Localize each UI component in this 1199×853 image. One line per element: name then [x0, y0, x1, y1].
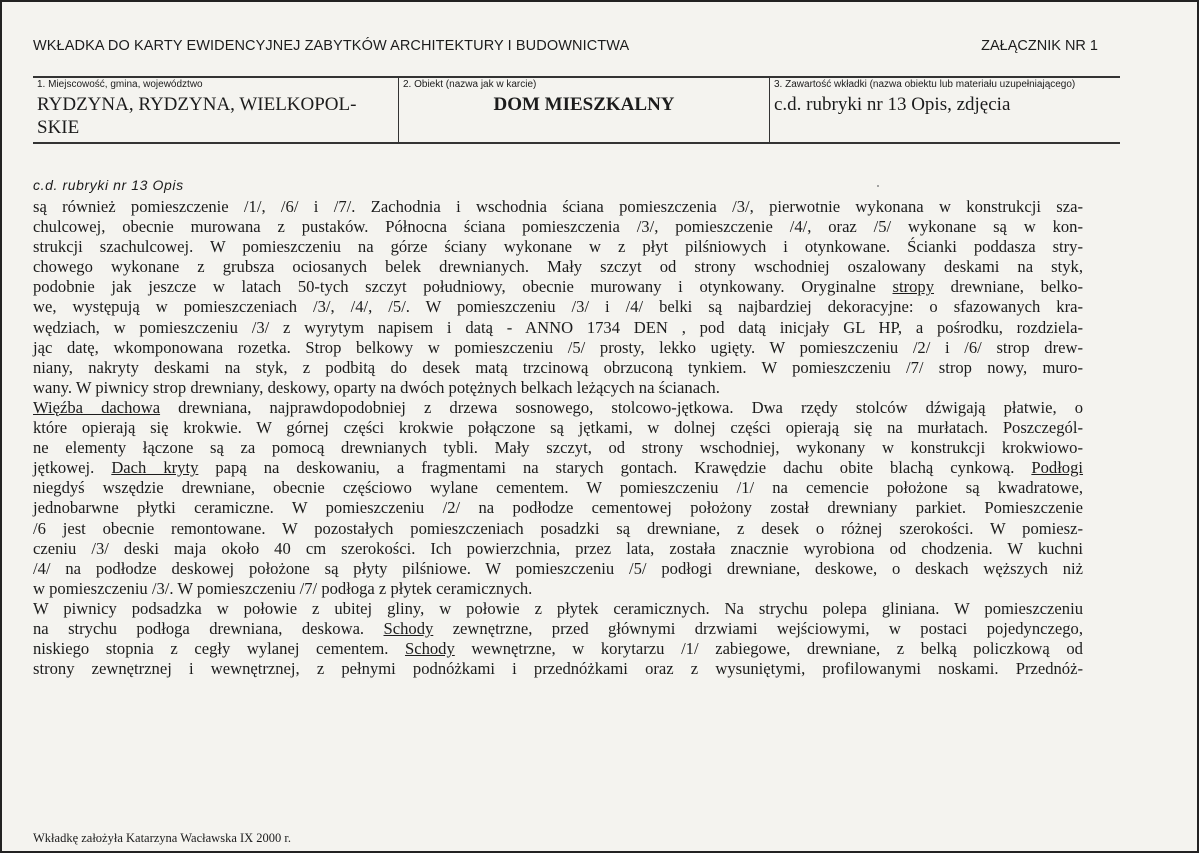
field-location-value [37, 93, 377, 139]
text-line: W piwnicy podsadzka w połowie z ubitej gliny, w połowie z płytek ceramicznych. Na strychu polepa gliniana. W pomieszczeniu [33, 598, 1083, 618]
text-line: we, występują w pomieszczeniach /3/, /4/, /5/. W pomieszczeniu /3/ i /4/ belki są najbardziej dekoracyjne: o sfazowanych kra- [33, 297, 1083, 317]
annex-label: ZAŁĄCZNIK NR 1 [981, 38, 1098, 54]
scan-speck [877, 185, 879, 187]
text-line: chowego wykonane z grubsza ociosanych belek drewnianych. Mały szczyt od strony wschodniej oszalowany deskami na styk, [33, 257, 1083, 277]
text-line: chulcowej, obecnie murowana z pustaków. Północna ściana pomieszczenia /3/, pomieszczenie /4/, oraz /5/ wykonane są w kon- [33, 217, 1083, 237]
field-contents [770, 78, 1120, 142]
field-contents-caption: 3. Zawartość wkładki (nazwa obiektu lub materiału uzupełniającego) [774, 79, 1076, 90]
field-location-caption: 1. Miejscowość, gmina, województwo [37, 79, 203, 90]
text-line: w pomieszczeniu /3/. W pomieszczeniu /7/ podłoga z płytek ceramicznych. [33, 578, 533, 598]
text-line: /6 jest obecnie remontowane. W pozostałych pomieszczeniach posadzki są drewniane, z desek o różnej szerokości. W pomiesz- [33, 518, 1083, 538]
page-border-left [0, 0, 2, 853]
header-fields-table [33, 76, 1120, 144]
text-line: jąc datę, wkomponowana rozetka. Strop belkowy w pomieszczeniu /5/ prosty, lekko ugięty. W pomieszczeniu /2/ i /6/ strop drew- [33, 337, 1083, 357]
text-line: które opierają się krokwie. W górnej części krokwie połączone są jętkami, w dolnej części opierają się na murłatach. Poszczegól- [33, 418, 1083, 438]
text-line: /4/ na podłodze deskowej położone są płyty pilśniowe. W pomieszczeniu /5/ podłogi drewniane, deskowe, o deskach węższych niż [33, 558, 1083, 578]
field-object-caption: 2. Obiekt (nazwa jak w karcie) [403, 79, 537, 90]
text-line: wany. W piwnicy strop drewniany, deskowy, oparty na dwóch potężnych belkach leżących na ścianach. [33, 377, 720, 397]
text-line: Więźba dachowa drewniana, najprawdopodobniej z drzewa sosnowego, stolcowo-jętkowa. Dwa rzędy stolców dźwigają płatwie, o [33, 397, 1083, 417]
field-location-text: RYDZYNA, RYDZYNA, WIELKOPOL- SKIE [37, 94, 357, 138]
text-line: jętkowej. Dach kryty papą na deskowaniu, a fragmentami na starych gontach. Krawędzie dachu obite blachą cynkową. Podłogi [33, 458, 1084, 478]
text-line: niany, nakryty deskami na styk, z podbitą do desek matą trzcinową obrzuconą tynkiem. W pomieszczeniu /7/ strop nowy, muro- [33, 357, 1083, 377]
text-line: strukcji szachulcowej. W pomieszczeniu na górze ściany wykonane w z płyt pilśniowych i otynkowane. Ścianki poddasza stry- [33, 237, 1083, 257]
description-text [33, 197, 1083, 679]
field-contents-value: c.d. rubryki nr 13 Opis, zdjęcia [774, 94, 1011, 115]
text-line: niegdyś wszędzie drewniane, obecnie częściowo wylane cementem. W pomieszczeniu /1/ na cemencie położone są kwadratowe, [33, 478, 1083, 498]
text-line: są również pomieszczenie /1/, /6/ i /7/. Zachodnia i wschodnia ściana pomieszczenia /3/, pierwotnie wykonana w konstrukcji sza- [33, 197, 1083, 216]
text-line: wędziach, w pomieszczeniu /3/ z wyrytym napisem i datą - ANNO 1734 DEN , pod datą inicjały GL HP, a pośrodku, rozdziela- [33, 317, 1083, 337]
field-object [399, 78, 770, 142]
text-line: na strychu podłoga drewniana, deskowa. Schody zewnętrzne, przed głównymi drzwiami wejściowymi, w postaci pojedynczego, [33, 618, 1083, 638]
text-line: strony zewnętrznej i wewnętrznej, z pełnymi podnóżkami i przednóżkami oraz z wysuniętymi, profilowanymi noskami. Przednóż- [33, 659, 1083, 679]
text-line: niskiego stopnia z cegły wylanej cementem. Schody wewnętrzne, w korytarzu /1/ zabiegowe, drewniane, z belką policzkową od [33, 639, 1083, 659]
field-object-value: DOM MIESZKALNY [493, 94, 675, 115]
text-line: czeniu /3/ deski maja około 40 cm szerokości. Ich powierzchnia, przez lata, została znacznie wyrobiona od chodzenia. W kuchni [33, 538, 1083, 558]
text-line: podobnie jak jeszcze w latach 50-tych szczyt południowy, obecnie murowany i otynkowany. Oryginalne stropy drewniane, belko- [33, 277, 1083, 297]
text-line: ne elementy łączone są za pomocą drewnianych tybli. Mały szczyt, od strony wschodniej, wykonany w konstrukcji krokwiowo- [33, 438, 1083, 458]
section-title: c.d. rubryki nr 13 Opis [33, 177, 184, 193]
footer-author: Wkładkę założyła Katarzyna Wacławska IX 2000 r. [33, 831, 292, 845]
page-border-top [0, 0, 1199, 2]
field-location [33, 78, 399, 142]
text-line: jednobarwne płytki ceramiczne. W pomieszczeniu /2/ na podłodze cementowej położony został drewniany parkiet. Pomieszczenie [33, 498, 1083, 518]
form-title: WKŁADKA DO KARTY EWIDENCYJNEJ ZABYTKÓW ARCHITEKTURY I BUDOWNICTWA [33, 38, 630, 54]
